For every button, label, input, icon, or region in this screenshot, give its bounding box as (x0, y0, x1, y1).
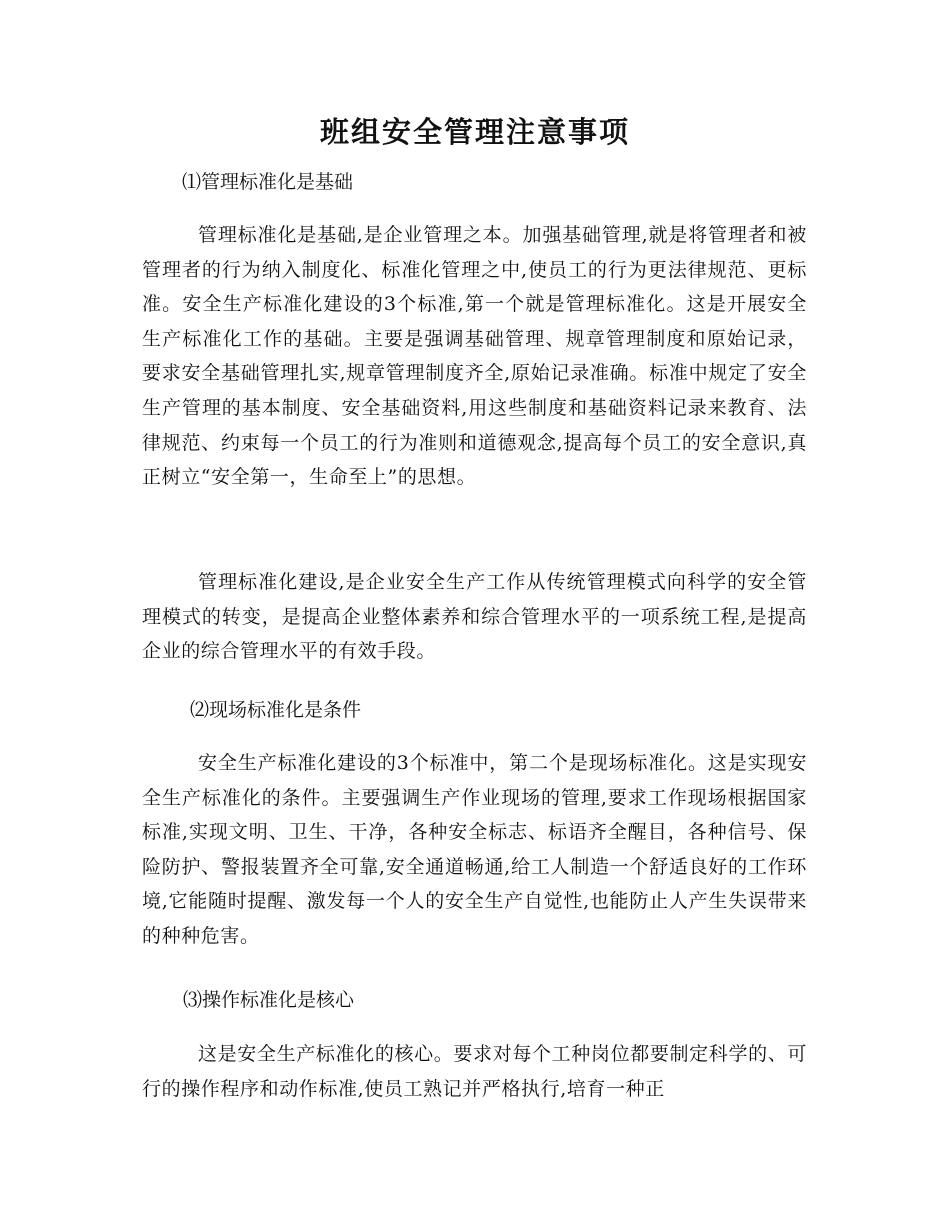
section-1-paragraph-2: 管理标准化建设,是企业安全生产工作从传统管理模式向科学的安全管理模式的转变，是提高企业整体素养和综合管理水平的一项系统工程,是提高企业的综合管理水平的有效手段。 (142, 571, 807, 663)
document-title: 班组安全管理注意事项 (319, 115, 630, 149)
section-heading-3: ⑶操作标准化是核心 (183, 989, 355, 1011)
section-2-paragraph-1: 安全生产标准化建设的3个标准中，第二个是现场标准化。这是实现安全生产标准化的条件。主要强调生产作业现场的管理,要求工作现场根据国家标准,实现文明、卫生、干净，各种安全标志、标语齐全醒目，各种信号、保险防护、警报装置齐全可靠,安全通道畅通,给工人制造一个舒适良好的工作环境,它能随时提醒、激发每一个人的安全生产自觉性,也能防止人产生失误带来的种种危害。 (142, 752, 807, 947)
section-1-paragraph-1: 管理标准化是基础,是企业管理之本。加强基础管理,就是将管理者和被管理者的行为纳入制度化、标准化管理之中,使员工的行为更法律规范、更标准。安全生产标准化建设的3个标准,第一个就是管理标准化。这是开展安全生产标准化工作的基础。主要是强调基础管理、规章管理制度和原始记录，要求安全基础管理扎实,规章管理制度齐全,原始记录准确。标准中规定了安全生产管理的基本制度、安全基础资料,用这些制度和基础资料记录来教育、法律规范、约束每一个员工的行为准则和道德观念,提高每个员工的安全意识,真正树立“安全第一，生命至上”的思想。 (142, 224, 807, 489)
section-3-paragraph-1: 这是安全生产标准化的核心。要求对每个工种岗位都要制定科学的、可行的操作程序和动作标准,使员工熟记并严格执行,培育一种正 (142, 1043, 807, 1100)
section-heading-1: ⑴管理标准化是基础 (182, 171, 354, 193)
section-heading-2: ⑵现场标准化是条件 (190, 699, 362, 721)
